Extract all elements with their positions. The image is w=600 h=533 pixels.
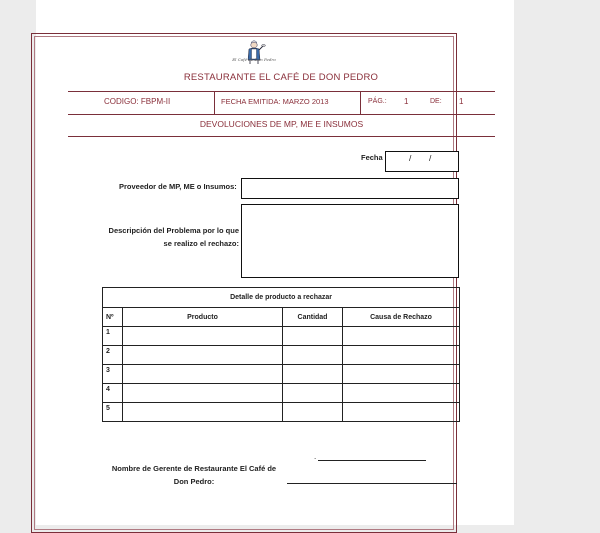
row-number: 3 xyxy=(103,365,123,384)
row-number: 5 xyxy=(103,403,123,422)
causa-cell[interactable] xyxy=(343,403,460,422)
table-row xyxy=(103,403,460,422)
de-label: DE: xyxy=(430,98,442,105)
descripcion-label-line1: Descripción del Problema por lo que xyxy=(108,226,239,235)
causa-cell[interactable] xyxy=(343,384,460,403)
cantidad-cell[interactable] xyxy=(283,327,343,346)
producto-cell[interactable] xyxy=(123,346,283,365)
column-header-causa: Causa de Rechazo xyxy=(343,308,460,327)
producto-cell[interactable] xyxy=(123,327,283,346)
row-number: 1 xyxy=(103,327,123,346)
producto-cell[interactable] xyxy=(123,384,283,403)
gerente-name-label-line1: Nombre de Gerente de Restaurante El Café de xyxy=(111,464,277,473)
causa-cell[interactable] xyxy=(343,346,460,365)
pag-number: 1 xyxy=(404,97,409,106)
causa-cell[interactable] xyxy=(343,327,460,346)
causa-cell[interactable] xyxy=(343,365,460,384)
column-header-producto: Producto xyxy=(123,308,283,327)
gerente-name-label-line2: Don Pedro: xyxy=(173,477,215,486)
signature-line[interactable] xyxy=(318,460,426,461)
cantidad-cell[interactable] xyxy=(283,403,343,422)
row-number: 2 xyxy=(103,346,123,365)
restaurant-logo-icon xyxy=(237,38,271,70)
table-row xyxy=(103,346,460,365)
codigo-text: CODIGO: FBPM-II xyxy=(104,97,171,106)
cantidad-cell[interactable] xyxy=(283,384,343,403)
de-number: 1 xyxy=(459,97,464,106)
proveedor-label: Proveedor de MP, ME o Insumos: xyxy=(119,182,237,191)
detail-table xyxy=(102,287,460,422)
proveedor-field[interactable] xyxy=(241,178,459,199)
fecha-separator-2: / xyxy=(429,153,432,163)
form-title: DEVOLUCIONES DE MP, ME E INSUMOS xyxy=(199,119,364,129)
cantidad-cell[interactable] xyxy=(283,346,343,365)
logo-text: El Café de Don Pedro xyxy=(232,57,276,62)
row-number: 4 xyxy=(103,384,123,403)
pag-label: PÁG.: xyxy=(368,98,387,105)
producto-cell[interactable] xyxy=(123,365,283,384)
gerente-name-line[interactable] xyxy=(287,483,457,484)
descripcion-field[interactable] xyxy=(241,204,459,278)
column-header-cantidad: Cantidad xyxy=(283,308,343,327)
document-info-row xyxy=(68,91,495,115)
table-row xyxy=(103,327,460,346)
fecha-emitida-text: FECHA EMITIDA: MARZO 2013 xyxy=(221,97,329,106)
signature-dot: . xyxy=(314,452,317,461)
restaurant-title: RESTAURANTE EL CAFÉ DE DON PEDRO xyxy=(183,72,379,83)
fecha-field[interactable] xyxy=(385,151,459,172)
table-row xyxy=(103,365,460,384)
cantidad-cell[interactable] xyxy=(283,365,343,384)
form-title-row xyxy=(68,114,495,137)
table-row xyxy=(103,384,460,403)
fecha-label: Fecha xyxy=(361,153,383,162)
detail-table-caption: Detalle de producto a rechazar xyxy=(103,288,460,308)
fecha-separator-1: / xyxy=(409,153,412,163)
descripcion-label-line2: se realizo el rechazo: xyxy=(163,239,239,248)
column-header-numero: Nº xyxy=(103,308,123,327)
producto-cell[interactable] xyxy=(123,403,283,422)
